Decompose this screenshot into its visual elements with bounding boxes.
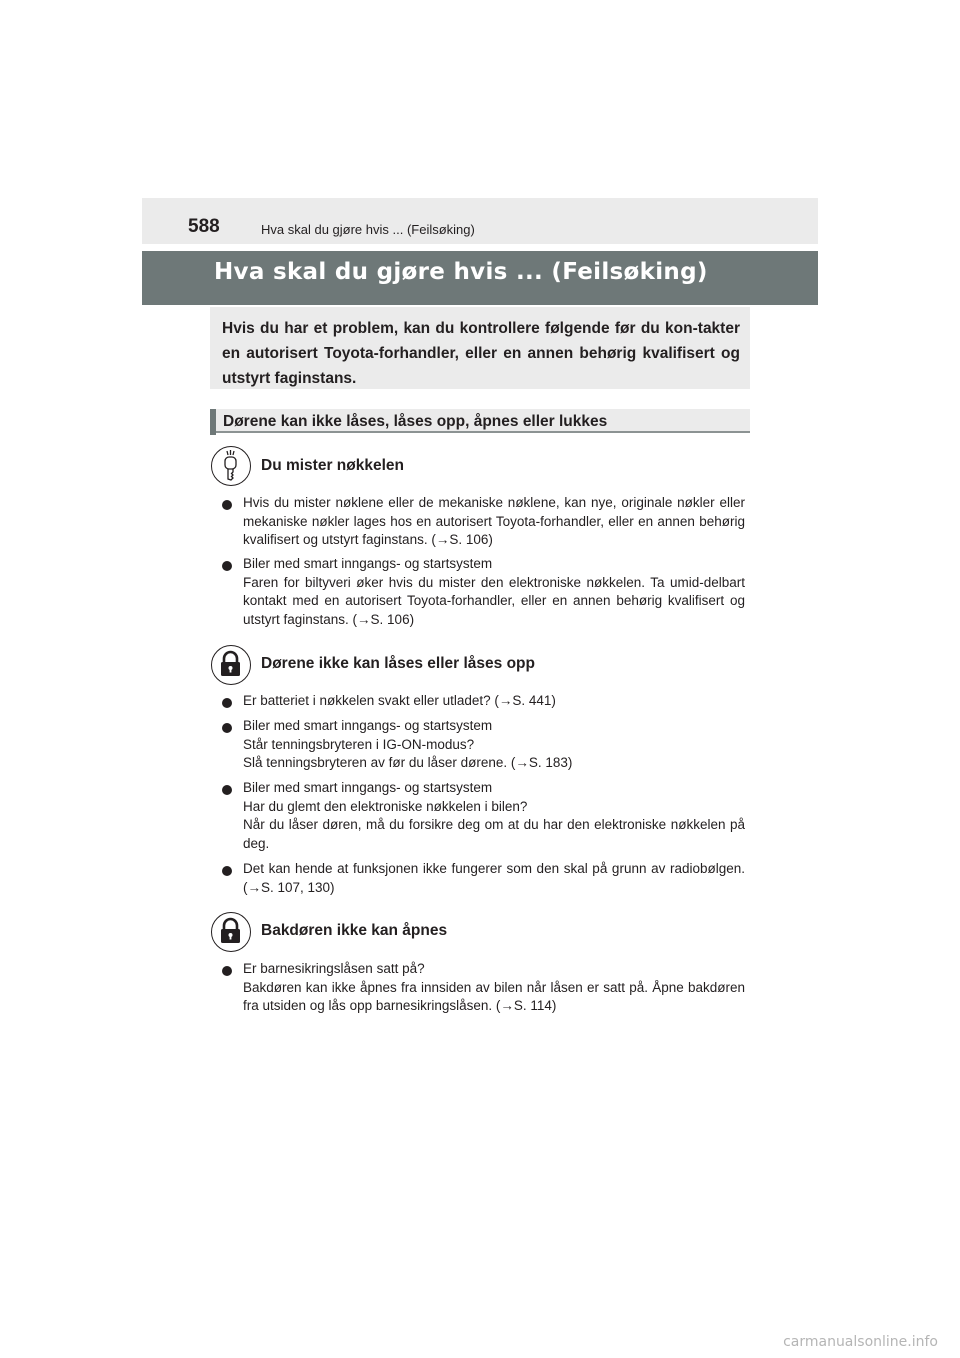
list-item: Det kan hende at funksjonen ikke fungerer som den skal på grunn av radiobølgen. (→S. 107, 130) — [243, 861, 745, 895]
running-title: Hva skal du gjøre hvis ... (Feilsøking) — [261, 222, 475, 237]
bullet — [222, 723, 232, 733]
bullet — [222, 785, 232, 795]
list-item: Hvis du mister nøklene eller de mekaniske nøklene, kan nye, originale nøkler eller mekaniske nøkler lages hos en autorisert Toyota-forhandler, eller en annen behørig kvalifisert og utstyrt faginstans. (→S. 106) — [243, 495, 745, 547]
list-item: Er batteriet i nøkkelen svakt eller utladet? (→S. 441) — [243, 693, 556, 708]
bullet — [222, 866, 232, 876]
page-title: Hva skal du gjøre hvis ... (Feilsøking) — [214, 259, 708, 285]
key-icon — [211, 446, 251, 486]
bullet — [222, 561, 232, 571]
running-header — [142, 198, 818, 244]
subsection-title-rear-door: Bakdøren ikke kan åpnes — [261, 922, 448, 939]
subsection-title-lost-key: Du mister nøkkelen — [261, 457, 404, 474]
bullet — [222, 500, 232, 510]
intro-text: Hvis du har et problem, kan du kontrollere følgende før du kon-takter en autorisert Toyota-forhandler, eller en annen behørig kvalifisert og utstyrt faginstans. — [222, 320, 740, 387]
bullet — [222, 966, 232, 976]
list-item: Biler med smart inngangs- og startsystem Faren for biltyveri øker hvis du mister den elektroniske nøkkelen. Ta umid-delbart kontakt med en autorisert Toyota-forhandler, eller en annen behørig kvalifisert og utstyrt faginstans. (→S. 106) — [243, 556, 745, 627]
list-item: Biler med smart inngangs- og startsystem Har du glemt den elektroniske nøkkelen i bilen? Når du låser døren, må du forsikre deg om at du har den elektroniske nøkkelen på deg. — [243, 780, 745, 851]
padlock-icon — [211, 645, 251, 685]
list-item: Biler med smart inngangs- og startsystem Står tenningsbryteren i IG-ON-modus? Slå tenningsbryteren av før du låser dørene. (→S. 183) — [243, 718, 573, 770]
list-item: Er barnesikringslåsen satt på? Bakdøren kan ikke åpnes fra innsiden av bilen når låsen er satt på. Åpne bakdøren fra utsiden og lås opp barnesikringslåsen. (→S. 114) — [243, 961, 745, 1013]
subsection-title-doors-lock: Dørene ikke kan låses eller låses opp — [261, 655, 535, 672]
watermark: carmanualsonline.info — [783, 1334, 938, 1350]
bullet — [222, 698, 232, 708]
page-number: 588 — [188, 216, 220, 237]
section-title: Dørene kan ikke låses, låses opp, åpnes eller lukkes — [223, 413, 608, 430]
padlock-icon — [211, 912, 251, 952]
section-accent — [210, 409, 216, 435]
